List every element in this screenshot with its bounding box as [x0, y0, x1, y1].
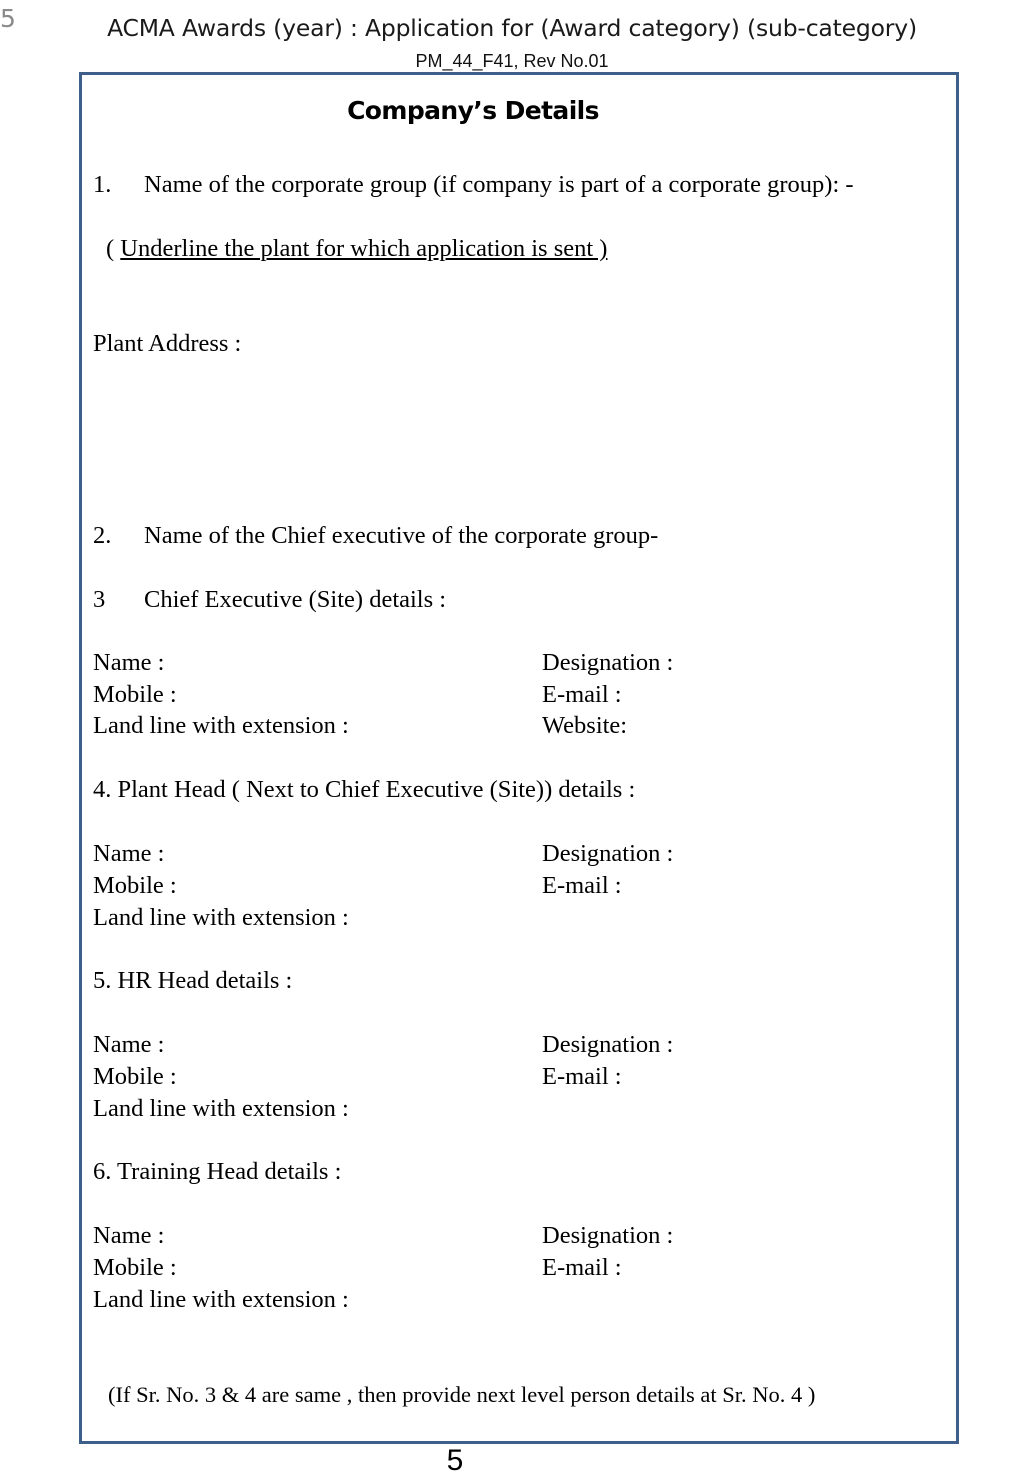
underline-instruction	[106, 235, 607, 263]
question-3	[93, 586, 446, 614]
hr-head-designation-field[interactable]: Designation :	[542, 1031, 674, 1058]
plant-head-designation-field[interactable]: Designation :	[542, 840, 674, 867]
underline-instruction-text: Underline the plant for which application is sent )	[120, 235, 608, 262]
chief-executive-landline-field[interactable]: Land line with extension :	[93, 712, 349, 739]
training-head-name-field[interactable]: Name :	[93, 1222, 165, 1249]
plant-head-mobile-field[interactable]: Mobile :	[93, 872, 177, 899]
question-2-number: 2.	[93, 522, 112, 549]
question-2-text: Name of the Chief executive of the corporate group-	[144, 522, 659, 549]
chief-executive-mobile-field[interactable]: Mobile :	[93, 681, 177, 708]
question-6: 6. Training Head details :	[93, 1158, 342, 1185]
question-3-text: Chief Executive (Site) details :	[144, 586, 447, 613]
question-2	[93, 522, 658, 550]
chief-executive-designation-field[interactable]: Designation :	[542, 649, 674, 676]
chief-executive-name-field[interactable]: Name :	[93, 649, 165, 676]
question-5: 5. HR Head details :	[93, 967, 293, 994]
training-head-landline-field[interactable]: Land line with extension :	[93, 1286, 349, 1313]
chief-executive-website-field[interactable]: Website:	[542, 712, 628, 739]
chief-executive-email-field[interactable]: E-mail :	[542, 681, 622, 708]
hr-head-landline-field[interactable]: Land line with extension :	[93, 1095, 349, 1122]
hr-head-mobile-field[interactable]: Mobile :	[93, 1063, 177, 1090]
plant-address-field[interactable]: Plant Address :	[93, 330, 242, 357]
training-head-email-field[interactable]: E-mail :	[542, 1254, 622, 1281]
form-border-frame	[79, 72, 959, 1444]
footnote-same-person: (If Sr. No. 3 & 4 are same , then provide next level person details at Sr. No. 4 )	[108, 1382, 816, 1407]
page-corner-number: 5	[0, 4, 16, 33]
question-4: 4. Plant Head ( Next to Chief Executive (Site)) details :	[93, 776, 636, 803]
question-1-number: 1.	[93, 171, 112, 198]
plant-head-name-field[interactable]: Name :	[93, 840, 165, 867]
underline-instruction-open: (	[106, 235, 121, 262]
training-head-mobile-field[interactable]: Mobile :	[93, 1254, 177, 1281]
page-number: 5	[446, 1444, 464, 1477]
question-3-number: 3	[93, 586, 106, 613]
training-head-designation-field[interactable]: Designation :	[542, 1222, 674, 1249]
question-1-text: Name of the corporate group (if company is part of a corporate group): -	[144, 171, 854, 198]
plant-head-email-field[interactable]: E-mail :	[542, 872, 622, 899]
question-1	[93, 171, 854, 199]
section-title: Company’s Details	[347, 96, 599, 125]
document-header-title: ACMA Awards (year) : Application for (Award category) (sub-category)	[107, 14, 917, 42]
form-revision-code: PM_44_F41, Rev No.01	[415, 51, 609, 71]
hr-head-name-field[interactable]: Name :	[93, 1031, 165, 1058]
hr-head-email-field[interactable]: E-mail :	[542, 1063, 622, 1090]
plant-head-landline-field[interactable]: Land line with extension :	[93, 904, 349, 931]
